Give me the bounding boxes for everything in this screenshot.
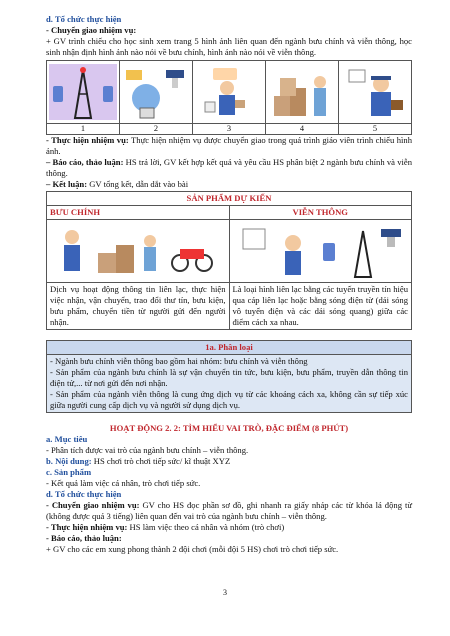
col-postal-header: BƯU CHÍNH — [47, 206, 230, 220]
image-5-mail-carrier-icon — [339, 61, 412, 124]
activity-do-paragraph — [46, 522, 412, 533]
activity-title: HOẠT ĐỘNG 2. 2: TÌM HIỂU VAI TRÒ, ĐẶC ĐIỂM (8 PHÚT) — [109, 423, 349, 433]
do-task-label: - Thực hiện nhiệm vụ: — [46, 135, 129, 145]
image-1-tower-icon — [47, 61, 120, 124]
activity-task-paragraph — [46, 500, 412, 522]
classification-box — [46, 340, 412, 413]
image-number: 1 — [47, 124, 120, 135]
task-text: + GV trình chiếu cho học sinh xem trang 5 hình ảnh liên quan đến ngành bưu chính và viễn thông, học sinh nhận định hình ảnh nào nói về bưu chính, hình ảnh nào nói về viễn thông. — [46, 36, 412, 57]
postal-description: Dịch vụ hoạt động thông tin liên lạc, thực hiện việc nhận, vận chuyển, trao đổi thư tín, bưu kiện, bưu phẩm, chuyển tiền từ người gửi đến người nhận. — [47, 283, 230, 330]
image-3-postman-icon — [193, 61, 266, 124]
conclude-text: GV tổng kết, dẫn dắt vào bài — [87, 179, 189, 189]
col-telecom-header: VIỄN THÔNG — [229, 206, 412, 220]
page-number: 3 — [223, 588, 227, 597]
product-text: - Kết quả làm việc cá nhân, trò chơi tiếp sức. — [46, 478, 201, 488]
classification-line: - Sản phẩm của ngành viễn thông là cung ứng dịch vụ từ các khoảng cách xa, không cần sự tiếp xúc giữa người cung cấp dịch vụ và người sử dụng dịch vụ. — [50, 389, 408, 410]
activity-task-label: - Chuyển giao nhiệm vụ: — [46, 500, 140, 510]
activity-task-text: GV cho HS đọc phần sơ đồ, ghi nhanh ra giấy nháp các từ khóa lá động từ (không được quá 3 tiếng) liên quan đến vai trò của ngành bưu chính – viễn thông. — [46, 500, 412, 521]
activity-do-text: HS làm việc theo cá nhân và nhóm (trò chơi) — [127, 522, 285, 532]
product-heading: c. Sản phẩm — [46, 467, 92, 477]
report-label: – Báo cáo, thảo luận: — [46, 157, 124, 167]
goal-text: - Phân tích được vai trò của ngành bưu chính – viễn thông. — [46, 445, 249, 455]
product-table-title: SẢN PHẨM DỰ KIẾN — [47, 192, 412, 206]
classification-line: - Ngành bưu chính viễn thông bao gồm hai nhóm: bưu chính và viễn thông — [50, 356, 308, 366]
image-number: 5 — [339, 124, 412, 135]
activity-do-label: - Thực hiện nhiệm vụ: — [46, 522, 128, 532]
conclude-paragraph — [46, 179, 412, 190]
image-2-satellite-icon — [120, 61, 193, 124]
product-table — [46, 191, 412, 330]
do-task-paragraph — [46, 135, 412, 157]
content-heading: b. Nội dung: — [46, 456, 92, 466]
report-paragraph — [46, 157, 412, 179]
activity-report-text: + GV cho các em xung phong thành 2 đội chơi (mỗi đội 5 HS) chơi trò chơi tiếp sức. — [46, 544, 339, 554]
image-number: 4 — [266, 124, 339, 135]
classification-line: - Sản phẩm của ngành bưu chính là sự vận chuyển tin tức, bưu kiện, bưu phẩm, truyền dẫn thông tin điện tử,... từ nơi gửi đến nơi nhận. — [50, 367, 408, 388]
organize-heading: d. Tổ chức thực hiện — [46, 489, 122, 499]
task-label: - Chuyển giao nhiệm vụ: — [46, 25, 137, 35]
postal-illustration — [47, 220, 230, 283]
image-number: 2 — [120, 124, 193, 135]
report-text: HS trả lời, GV kết hợp kết quả và yêu cầu HS phân biệt 2 ngành bưu chính và viễn thông. — [46, 157, 412, 178]
telecom-illustration — [229, 220, 412, 283]
content-paragraph — [46, 456, 412, 467]
image-number: 3 — [193, 124, 266, 135]
document-page — [46, 14, 412, 555]
conclude-label: – Kết luận: — [46, 179, 88, 189]
image-table — [46, 60, 412, 135]
classification-body — [47, 355, 411, 412]
telecom-description: Là loại hình liên lạc bằng các tuyến truyền tín hiệu qua cáp liên lạc hoặc bằng sóng điện từ (dải sóng vô tuyến điện và các dải sóng quang) giữa các điểm cách xa nhau. — [229, 283, 412, 330]
section-heading-organize: d. Tổ chức thực hiện — [46, 14, 122, 24]
goal-heading: a. Mục tiêu — [46, 434, 88, 444]
activity-report-label: - Báo cáo, thảo luận: — [46, 533, 122, 543]
do-task-text: Thực hiện nhiệm vụ được chuyển giao trong quá trình giáo viên trình chiếu hình ảnh. — [46, 135, 413, 156]
image-4-parcels-icon — [266, 61, 339, 124]
classification-title: 1a. Phân loại — [47, 341, 411, 355]
content-text: HS chơi trò chơi tiếp sức/ kĩ thuật XYZ — [91, 456, 231, 466]
